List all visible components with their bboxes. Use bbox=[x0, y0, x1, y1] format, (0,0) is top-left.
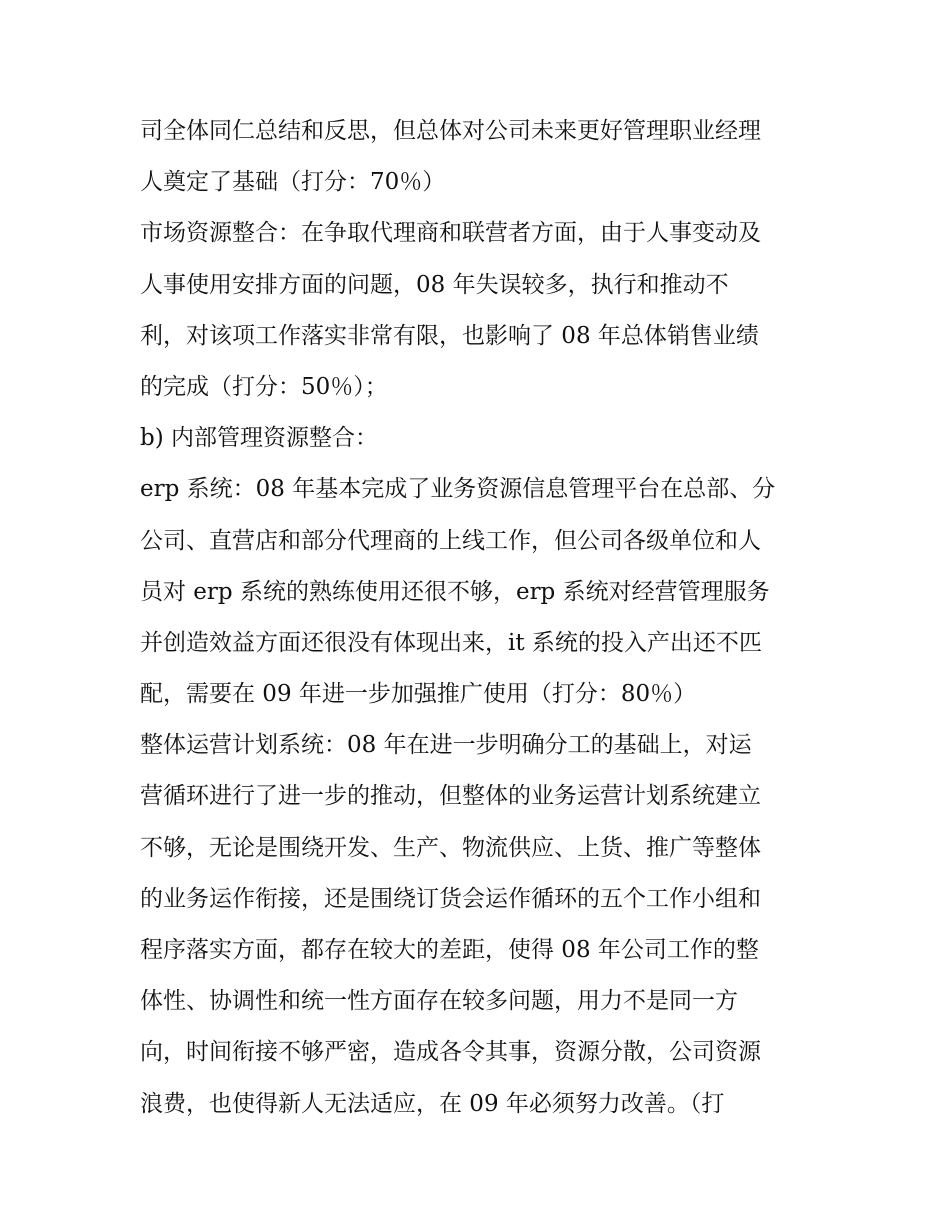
text-line: 人奠定了基础（打分：70％） bbox=[140, 169, 446, 196]
text-line: 浪费，也使得新人无法适应，在 09 年必须努力改善。（打 bbox=[140, 1090, 725, 1117]
text-line: 司全体同仁总结和反思，但总体对公司未来更好管理职业经理 bbox=[140, 118, 761, 144]
text-line: 的完成（打分：50％）； bbox=[140, 373, 388, 400]
body-text bbox=[140, 106, 820, 1130]
text-line: 体性、协调性和统一性方面存在较多问题，用力不是同一方 bbox=[140, 988, 738, 1015]
text-line: 人事使用安排方面的问题，08 年失误较多，执行和推动不 bbox=[140, 271, 729, 298]
text-line: erp 系统：08 年基本完成了业务资源信息管理平台在总部、分 bbox=[140, 476, 776, 503]
text-line: 利，对该项工作落实非常有限，也影响了 08 年总体销售业绩 bbox=[140, 322, 759, 349]
text-line: 整体运营计划系统：08 年在进一步明确分工的基础上，对运 bbox=[140, 732, 752, 759]
text-line: 公司、直营店和部分代理商的上线工作，但公司各级单位和人 bbox=[140, 527, 761, 554]
text-line: 市场资源整合：在争取代理商和联营者方面，由于人事变动及 bbox=[140, 220, 761, 247]
text-line: 并创造效益方面还很没有体现出来，it 系统的投入产出还不匹 bbox=[140, 629, 762, 656]
text-line: 配，需要在 09 年进一步加强推广使用（打分：80％） bbox=[140, 681, 697, 708]
text-line: 营循环进行了进一步的推动，但整体的业务运营计划系统建立 bbox=[140, 783, 761, 810]
text-line: 向，时间衔接不够严密，造成各令其事，资源分散，公司资源 bbox=[140, 1039, 761, 1066]
text-line: 的业务运作衔接，还是围绕订货会运作循环的五个工作小组和 bbox=[140, 885, 761, 912]
section-heading: b) 内部管理资源整合： bbox=[140, 425, 379, 452]
text-line: 员对 erp 系统的熟练使用还很不够，erp 系统对经营管理服务 bbox=[140, 578, 770, 605]
text-line: 程序落实方面，都存在较大的差距，使得 08 年公司工作的整 bbox=[140, 937, 759, 963]
text-line: 不够，无论是围绕开发、生产、物流供应、上货、推广等整体 bbox=[140, 834, 761, 861]
